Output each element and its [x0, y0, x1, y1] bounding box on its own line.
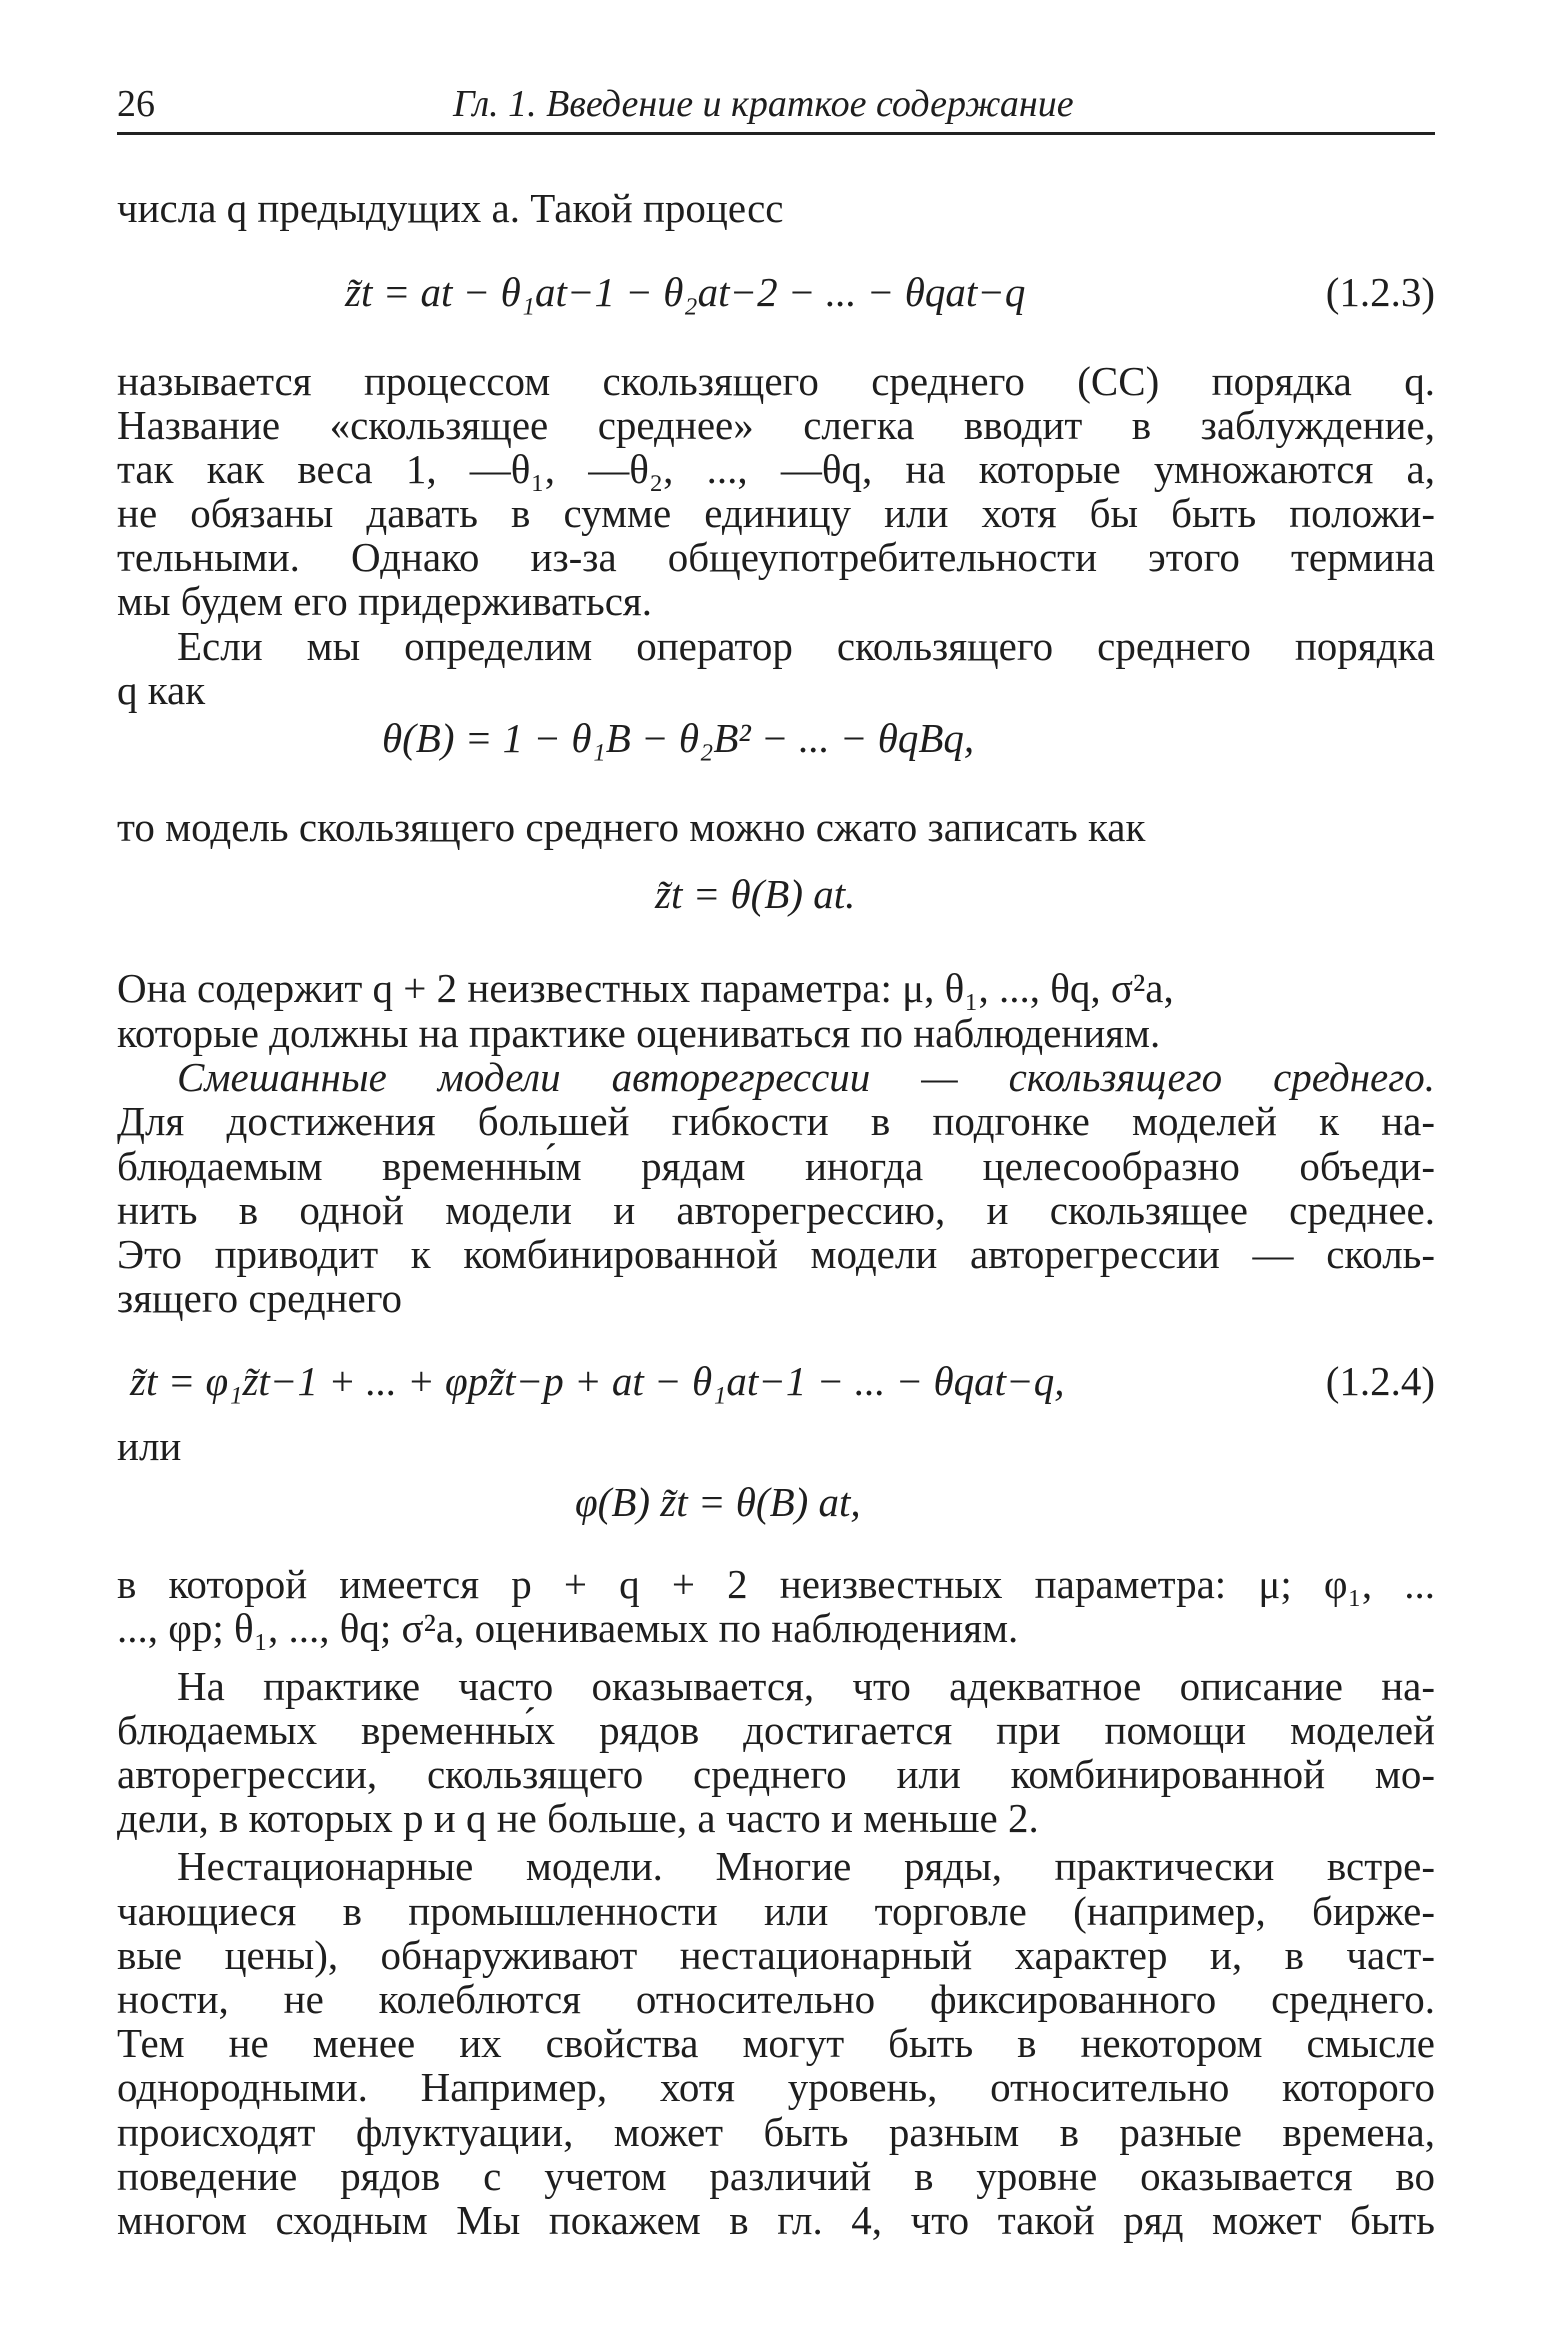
- text-line: однородными. Например, хотя уровень, относительно которого: [117, 2064, 1435, 2110]
- text-line: q как: [117, 667, 206, 713]
- text-line: которые должны на практике оцениваться по наблюдениям.: [117, 1010, 1161, 1056]
- text-line: Она содержит q + 2 неизвестных параметра: μ, θ₁, ..., θq, σ²a,: [117, 965, 1174, 1011]
- text-line: так как веса 1, —θ₁, —θ₂, ..., —θq, на которые умножаются a,: [117, 446, 1435, 492]
- page-number: 26: [117, 83, 155, 125]
- text-line: в которой имеется p + q + 2 неизвестных параметра: μ; φ₁, ...: [117, 1561, 1435, 1607]
- text-line: Для достижения большей гибкости в подгонке моделей к на-: [117, 1098, 1435, 1144]
- header-rule: [117, 132, 1435, 135]
- paragraph-start-line: Нестационарные модели. Многие ряды, практически встре-: [177, 1843, 1435, 1889]
- text-line: блюдаемым временны́м рядам иногда целесообразно объеди-: [117, 1143, 1435, 1189]
- paragraph-start-line: Если мы определим оператор скользящего среднего порядка: [177, 623, 1435, 669]
- ma-operator-equation: θ(B) = 1 − θ₁B − θ₂B² − ... − θqBq,: [382, 715, 975, 761]
- text-line: дели, в которых p и q не больше, а часто и меньше 2.: [117, 1795, 1039, 1841]
- text-line: тельными. Однако из-за общеупотребительности этого термина: [117, 534, 1435, 580]
- text-line: то модель скользящего среднего можно сжато записать как: [117, 804, 1146, 850]
- text-line: называется процессом скользящего среднего (СС) порядка q.: [117, 358, 1435, 404]
- text-line: вые цены), обнаруживают нестационарный характер и, в част-: [117, 1932, 1435, 1978]
- paragraph-start-line: На практике часто оказывается, что адекватное описание на-: [177, 1663, 1435, 1709]
- text-line: происходят флуктуации, может быть разным в разные времена,: [117, 2109, 1435, 2155]
- text-line: числа q предыдущих a. Такой процесс: [117, 185, 784, 231]
- chapter-title: Гл. 1. Введение и краткое содержание: [453, 83, 1074, 125]
- equation-number: (1.2.4): [1325, 1358, 1435, 1404]
- text-line: Тем не менее их свойства могут быть в некотором смысле: [117, 2020, 1435, 2066]
- text-line: ..., φp; θ₁, ..., θq; σ²a, оцениваемых по наблюдениям.: [117, 1605, 1019, 1651]
- text-line: мы будем его придерживаться.: [117, 578, 653, 624]
- text-line: или: [117, 1423, 182, 1469]
- text-line: Это приводит к комбинированной модели авторегрессии — сколь-: [117, 1231, 1435, 1277]
- text-line: нить в одной модели и авторегрессию, и скользящее среднее.: [117, 1187, 1435, 1233]
- equation-number: (1.2.3): [1325, 269, 1435, 315]
- text-line: авторегрессии, скользящего среднего или комбинированной мо-: [117, 1751, 1435, 1797]
- text-line: поведение рядов с учетом различий в уровне оказывается во: [117, 2153, 1435, 2199]
- equation-1-2-4: z̃t = φ₁z̃t−1 + ... + φpz̃t−p + at − θ₁at−1 − ... − θqat−q,: [130, 1358, 1065, 1404]
- text-line: многом сходным Мы покажем в гл. 4, что такой ряд может быть: [117, 2197, 1435, 2243]
- text-line: зящего среднего: [117, 1275, 403, 1321]
- running-header: [117, 82, 1435, 130]
- text-line: ности, не колеблются относительно фиксированного среднего.: [117, 1976, 1435, 2022]
- text-line: блюдаемых временны́х рядов достигается при помощи моделей: [117, 1707, 1435, 1753]
- text-line: не обязаны давать в сумме единицу или хотя бы быть положи-: [117, 490, 1435, 536]
- equation-1-2-3: z̃t = at − θ₁at−1 − θ₂at−2 − ... − θqat−q: [345, 269, 1026, 315]
- text-line: чающиеся в промышленности или торговле (например, бирже-: [117, 1888, 1435, 1934]
- arma-compact-equation: φ(B) z̃t = θ(B) at,: [575, 1479, 861, 1525]
- ma-compact-equation: z̃t = θ(B) at.: [655, 871, 856, 917]
- text-line: Название «скользящее среднее» слегка вводит в заблуждение,: [117, 402, 1435, 448]
- section-heading-line: Смешанные модели авторегрессии — скользящего среднего.: [177, 1054, 1435, 1100]
